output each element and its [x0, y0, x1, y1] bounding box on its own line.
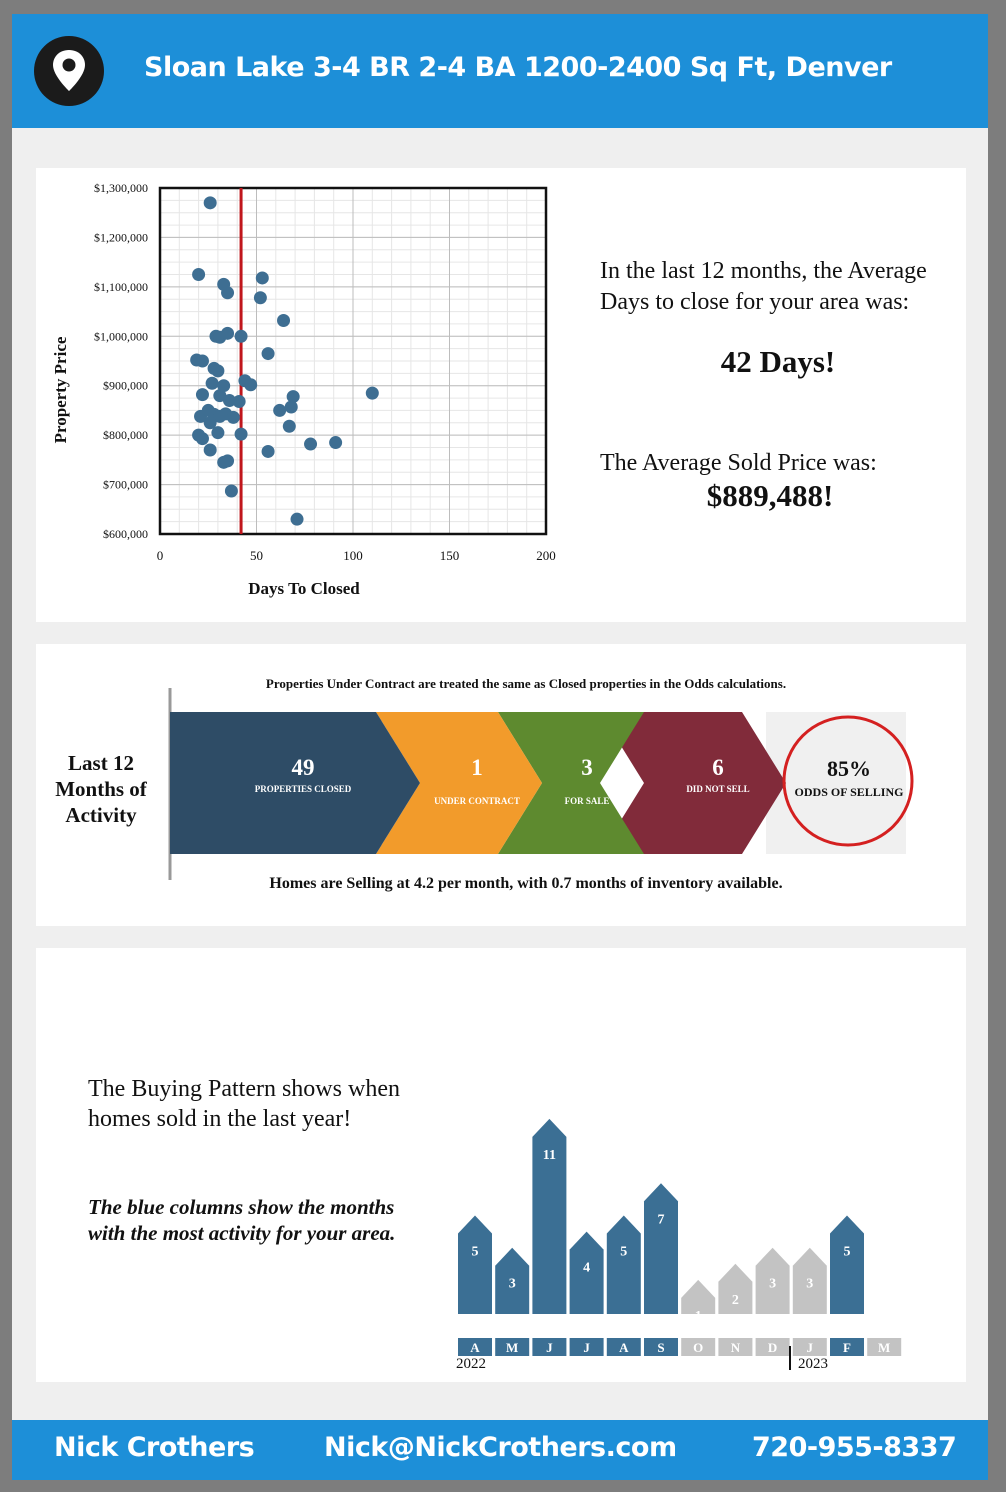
map-pin-icon [34, 36, 104, 106]
data-point [254, 291, 267, 304]
agent-email[interactable]: Nick@NickCrothers.com [324, 1432, 677, 1463]
x-tick-label: 0 [156, 548, 164, 563]
data-point [196, 432, 209, 445]
days-to-close-panel [36, 168, 966, 622]
data-point [329, 436, 342, 449]
data-point [277, 314, 290, 327]
odds-value: 85% [827, 756, 871, 781]
agent-phone[interactable]: 720-955-8337 [752, 1432, 957, 1463]
activity-label: Last 12 Months of Activity [55, 751, 147, 827]
data-point [283, 420, 296, 433]
data-point [304, 438, 317, 451]
y-axis-label: Property Price [51, 336, 70, 444]
column-value-label: 11 [542, 1147, 557, 1163]
data-point [192, 268, 205, 281]
y-tick-label: $1,100,000 [94, 279, 148, 294]
buying-pattern-panel [36, 948, 966, 1382]
month-label: O [693, 1340, 704, 1355]
scatter-chart [36, 168, 596, 622]
x-axis-label: Days To Closed [248, 579, 360, 598]
buying-pattern-chart [36, 948, 966, 1382]
data-point [204, 443, 217, 456]
month-label: A [470, 1340, 480, 1355]
infographic-frame [12, 14, 988, 1480]
column-value-label: 7 [657, 1212, 665, 1228]
data-point [273, 404, 286, 417]
column-value-label: 1 [694, 1308, 702, 1324]
did-not-sell-value: 6 [712, 755, 724, 780]
data-point [235, 330, 248, 343]
y-tick-label: $900,000 [103, 378, 148, 393]
closed-value: 49 [291, 755, 315, 780]
month-column [644, 1183, 678, 1314]
page-title: Sloan Lake 3-4 BR 2-4 BA 1200-2400 Sq Ft, Denver [144, 52, 892, 83]
month-label: J [806, 1340, 814, 1355]
activity-graphic [36, 644, 966, 926]
column-value-label: 5 [843, 1244, 851, 1260]
activity-note-top: Properties Under Contract are treated the same as Closed properties in the Odds calculations. [265, 676, 787, 691]
data-point [235, 428, 248, 441]
buying-pattern-text: The Buying Pattern shows when homes sold in the last year! [88, 1076, 400, 1132]
column-value-label: 3 [508, 1276, 516, 1292]
y-tick-label: $1,000,000 [94, 329, 148, 344]
closed-label: PROPERTIES CLOSED [254, 784, 352, 794]
data-point [262, 445, 275, 458]
y-tick-label: $1,200,000 [94, 230, 148, 245]
did-not-sell-label: DID NOT SELL [686, 784, 750, 794]
odds-label: ODDS OF SELLING [794, 785, 904, 799]
data-point [221, 286, 234, 299]
avg-days-text: In the last 12 months, the Average Days to close for your area was: [600, 258, 927, 315]
avg-price-text: The Average Sold Price was: [600, 450, 877, 476]
month-label: D [767, 1340, 778, 1355]
y-tick-label: $600,000 [103, 527, 148, 541]
column-value-label: 4 [583, 1260, 591, 1276]
month-label: N [730, 1340, 741, 1355]
y-tick-label: $1,300,000 [94, 181, 148, 195]
data-point [366, 387, 379, 400]
data-point [196, 388, 209, 401]
column-value-label: 5 [471, 1244, 479, 1260]
data-point [221, 327, 234, 340]
data-point [233, 395, 246, 408]
data-point [256, 271, 269, 284]
avg-price-value: $889,488! [706, 478, 834, 513]
month-column [607, 1216, 641, 1315]
data-point [206, 377, 219, 390]
data-point [227, 411, 240, 424]
x-tick-label: 150 [439, 548, 460, 563]
activity-note-bottom: Homes are Selling at 4.2 per month, with 0.7 months of inventory available. [269, 875, 783, 892]
y-tick-label: $700,000 [103, 477, 148, 492]
column-value-label: 3 [769, 1276, 777, 1292]
data-point [262, 347, 275, 360]
x-tick-label: 100 [343, 548, 363, 563]
column-value-label: 2 [731, 1292, 739, 1308]
column-value-label: 3 [806, 1276, 814, 1292]
month-label: J [546, 1340, 553, 1355]
month-label: S [657, 1340, 665, 1355]
data-point [211, 364, 224, 377]
column-value-label: 5 [620, 1244, 628, 1260]
buying-pattern-note: The blue columns show the months with the most activity for your area. [88, 1195, 396, 1245]
under-contract-label: UNDER CONTRACT [434, 796, 520, 806]
data-point [204, 196, 217, 209]
agent-name: Nick Crothers [54, 1432, 255, 1463]
month-label: M [878, 1340, 891, 1355]
data-point [244, 378, 257, 391]
arrow-closed [170, 712, 420, 854]
footer-bar [12, 1420, 988, 1480]
month-column [458, 1216, 492, 1315]
data-point [211, 426, 224, 439]
year-label-2023: 2023 [798, 1356, 828, 1372]
data-point [285, 400, 298, 413]
data-point [196, 355, 209, 368]
activity-panel [36, 644, 966, 926]
y-tick-label: $800,000 [103, 428, 148, 443]
data-point [225, 484, 238, 497]
month-label: J [583, 1340, 590, 1355]
header-bar [12, 14, 988, 128]
for-sale-value: 3 [581, 755, 593, 780]
year-label-2022: 2022 [456, 1356, 486, 1372]
data-point [221, 454, 234, 467]
month-label: F [843, 1340, 851, 1355]
month-column [830, 1216, 864, 1315]
month-label: A [619, 1340, 629, 1355]
under-contract-value: 1 [471, 755, 483, 780]
x-tick-label: 200 [536, 548, 556, 563]
data-point [291, 513, 304, 526]
x-tick-label: 50 [250, 548, 263, 563]
for-sale-label: FOR SALE [564, 796, 610, 806]
avg-days-value: 42 Days! [720, 344, 836, 379]
month-label: M [506, 1340, 519, 1355]
